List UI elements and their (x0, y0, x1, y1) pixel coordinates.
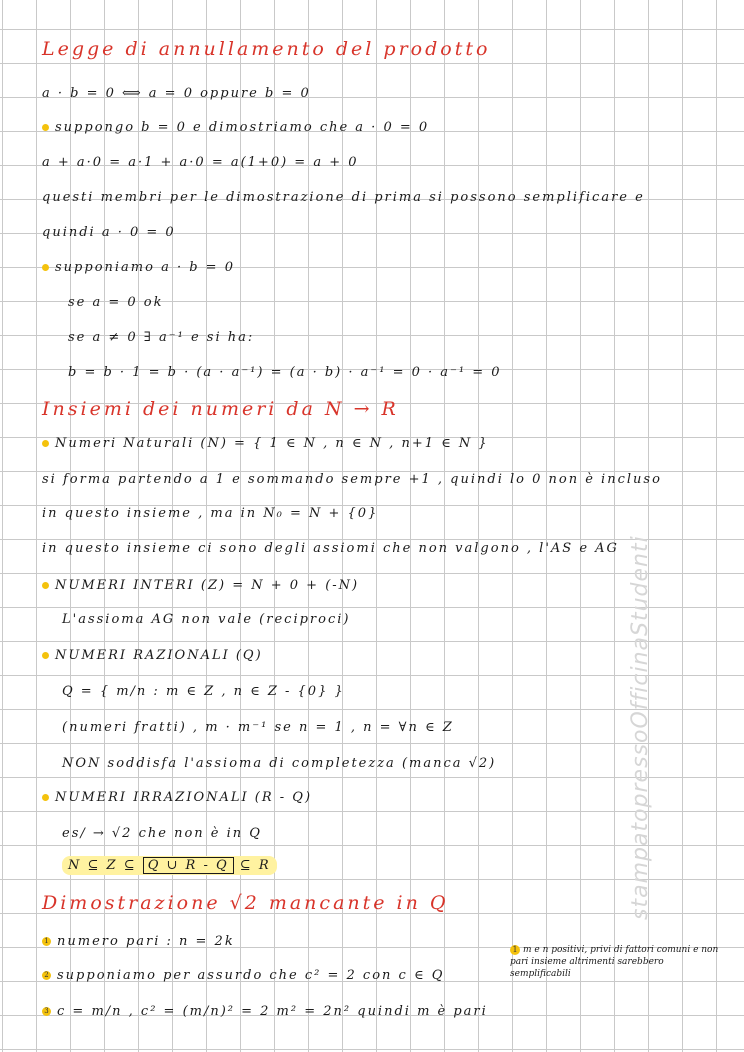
formula-prefix: N ⊆ Z ⊆ (68, 858, 137, 873)
text-line: Q = { m/n : m ∈ Z , n ∈ Z - {0} } (62, 684, 345, 699)
text-line: suppongo b = 0 e dimostriamo che a · 0 = 0 (55, 120, 430, 135)
text-line: NUMERI IRRAZIONALI (R - Q) (55, 790, 313, 805)
text-line: NUMERI RAZIONALI (Q) (55, 648, 263, 663)
bullet-line (42, 120, 429, 135)
numbered-line (42, 934, 235, 949)
bullet-dot (42, 794, 49, 801)
text-line: se a ≠ 0 ∃ a⁻¹ e si ha: (68, 330, 255, 345)
text-line: in questo insieme ci sono degli assiomi che non valgono , l'AS e AG (42, 541, 619, 556)
bullet-line (42, 578, 359, 593)
bullet-line (42, 790, 312, 805)
bullet-dot (42, 124, 49, 131)
formula-suffix: ⊆ R (239, 858, 271, 873)
text-line: a · b = 0 ⟺ a = 0 oppure b = 0 (42, 86, 311, 101)
watermark: stampatopressoOfficinaStudenti (628, 535, 653, 920)
text-line: b = b · 1 = b · (a · a⁻¹) = (a · b) · a⁻¹ = 0 · a⁻¹ = 0 (68, 365, 502, 380)
text-line: supponiamo per assurdo che c² = 2 con c ∈ Q (57, 968, 445, 983)
text-line: es/ → √2 che non è in Q (62, 826, 262, 841)
bullet-line (42, 648, 263, 663)
section-heading: Insiemi dei numeri da N → R (42, 398, 399, 420)
section-heading: Dimostrazione √2 mancante in Q (42, 892, 449, 914)
formula-box: Q ∪ R - Q (143, 857, 234, 874)
side-note (510, 944, 720, 980)
highlight (62, 856, 277, 875)
bullet-dot (42, 440, 49, 447)
text-line: NUMERI INTERI (Z) = N + 0 + (-N) (55, 578, 360, 593)
numbered-line (42, 968, 444, 983)
text-line: si forma partendo a 1 e sommando sempre +1 , quindi lo 0 non è incluso (42, 472, 662, 487)
circle-number: 1 (42, 937, 51, 946)
page-title: Legge di annullamento del prodotto (42, 38, 491, 60)
text-line: in questo insieme , ma in N₀ = N + {0} (42, 506, 379, 521)
bullet-dot (42, 652, 49, 659)
note-text: m e n positivi, privi di fattori comuni e non pari insieme altrimenti sarebbero semplificabili (510, 945, 719, 979)
bullet-dot (42, 582, 49, 589)
text-line: NON soddisfa l'assioma di completezza (manca √2) (62, 756, 497, 771)
text-line: numero pari : n = 2k (57, 934, 235, 949)
text-line: (numeri fratti) , m · m⁻¹ se n = 1 , n = ∀n ∈ Z (62, 720, 454, 735)
text-line: questi membri per le dimostrazione di prima si possono semplificare e (42, 190, 645, 205)
note-number: 1 (510, 945, 520, 955)
bullet-dot (42, 264, 49, 271)
text-line: supponiamo a · b = 0 (55, 260, 235, 275)
numbered-line (42, 1004, 488, 1019)
bullet-line (42, 260, 235, 275)
text-line: c = m/n , c² = (m/n)² = 2 m² = 2n² quindi m è pari (57, 1004, 488, 1019)
text-line: se a = 0 ok (68, 295, 164, 310)
text-line: quindi a · 0 = 0 (42, 225, 176, 240)
circle-number: 3 (42, 1007, 51, 1016)
circle-number: 2 (42, 971, 51, 980)
text-line: L'assioma AG non vale (reciproci) (62, 612, 351, 627)
text-line: Numeri Naturali (N) = { 1 ∈ N , n ∈ N , n+1 ∈ N } (55, 436, 489, 451)
bullet-line (42, 436, 489, 451)
boxed-formula (62, 858, 277, 873)
text-line: a + a·0 = a·1 + a·0 = a(1+0) = a + 0 (42, 155, 359, 170)
